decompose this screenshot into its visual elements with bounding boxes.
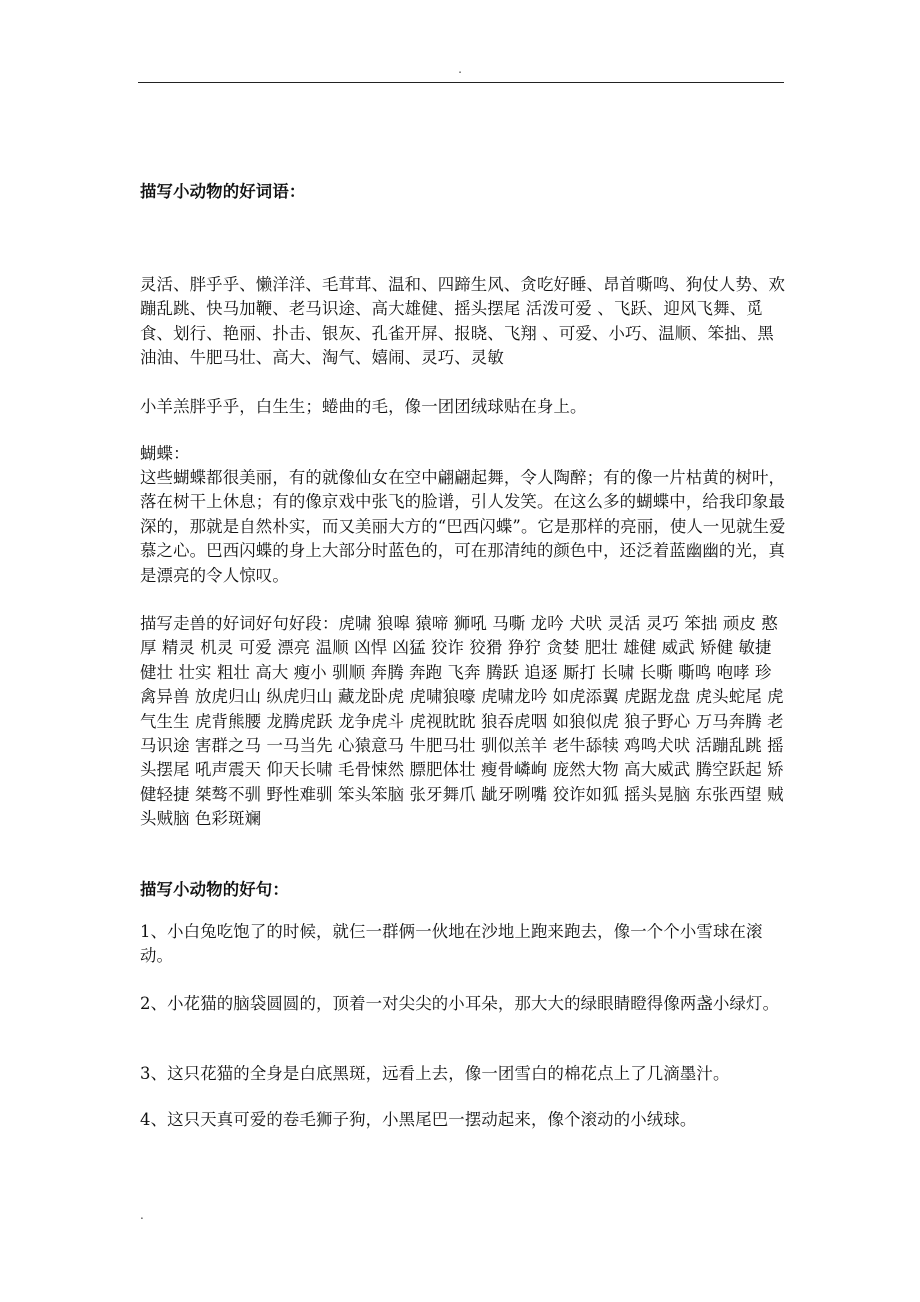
paragraph-word-list: 灵活、胖乎乎、懒洋洋、毛茸茸、温和、四蹄生风、贪吃好睡、昂首嘶鸣、狗仗人势、欢蹦乱跳、快马加鞭、老马识途、高大雄健、摇头摆尾 活泼可爱 、飞跃、迎风飞舞、觅食、划行、艳丽、扑击、银灰、孔雀开屏、报晓、飞翔 、可爱、小巧、温顺、笨拙、黑油油、牛肥马壮、高大、淘气、嬉闹、灵巧、灵敏 xyxy=(140,275,786,368)
sentence-4: 4、这只天真可爱的卷毛狮子狗，小黑尾巴一摆动起来，像个滚动的小绒球。 xyxy=(140,1110,697,1129)
heading-good-words: 描写小动物的好词语： xyxy=(140,182,306,201)
paragraph-beasts: 描写走兽的好词好句好段：虎啸 狼嗥 猿啼 狮吼 马嘶 龙吟 犬吠 灵活 灵巧 笨拙 顽皮 憨厚 精灵 机灵 可爱 漂亮 温顺 凶悍 凶猛 狡诈 狡猾 狰狞 贪婪 肥壮 雄健 威武 矫健 敏捷 健壮 壮实 粗壮 高大 瘦小 驯顺 奔腾 奔跑 飞奔 腾跃 追逐 厮打 长啸 长嘶 嘶鸣 咆哮 珍禽异兽 放虎归山 纵虎归山 藏龙卧虎 虎啸狼嚎 虎啸龙吟 如虎添翼 虎踞龙盘 虎头蛇尾 虎气生生 虎背熊腰 龙腾虎跃 龙争虎斗 虎视眈眈 狼吞虎咽 如狼似虎 狼子野心 万马奔腾 老马识途 害群之马 一马当先 心猿意马 牛肥马壮 驯似羔羊 老牛舔犊 鸡鸣犬吠 活蹦乱跳 摇头摆尾 吼声震天 仰天长啸 毛骨悚然 膘肥体壮 瘦骨嶙峋 庞然大物 高大威武 腾空跃起 矫健轻捷 桀骜不驯 野性难驯 笨头笨脑 张牙舞爪 龇牙咧嘴 狡诈如狐 摇头晃脑 东张西望 贼头贼脑 色彩斑斓 xyxy=(140,614,784,829)
footer-mark: . xyxy=(140,1208,144,1222)
paragraph-sheep: 小羊羔胖乎乎，白生生；蜷曲的毛，像一团团绒球贴在身上。 xyxy=(140,397,587,416)
heading-good-sentences: 描写小动物的好句： xyxy=(140,880,289,899)
sentence-1: 1、小白兔吃饱了的时候，就仨一群俩一伙地在沙地上跑来跑去，像一个个小雪球在滚动。 xyxy=(140,922,763,966)
heading-butterfly: 蝴蝶： xyxy=(140,444,190,463)
header-rule xyxy=(138,82,784,83)
sentence-3: 3、这只花猫的全身是白底黑斑，远看上去，像一团雪白的棉花点上了几滴墨汁。 xyxy=(140,1064,730,1083)
paragraph-butterfly: 这些蝴蝶都很美丽，有的就像仙女在空中翩翩起舞，令人陶醉；有的像一片枯黄的树叶，落在树干上休息；有的像京戏中张飞的脸谱，引人发笑。在这么多的蝴蝶中，给我印象最深的，那就是自然朴实，而又美丽大方的“巴西闪蝶”。它是那样的亮丽，使人一见就生爱慕之心。巴西闪蝶的身上大部分时蓝色的，可在那清纯的颜色中，还泛着蓝幽幽的光，真是漂亮的令人惊叹。 xyxy=(140,468,786,585)
header-mark: . xyxy=(458,62,462,76)
sentence-2: 2、小花猫的脑袋圆圆的，顶着一对尖尖的小耳朵，那大大的绿眼睛瞪得像两盏小绿灯。 xyxy=(140,994,780,1013)
